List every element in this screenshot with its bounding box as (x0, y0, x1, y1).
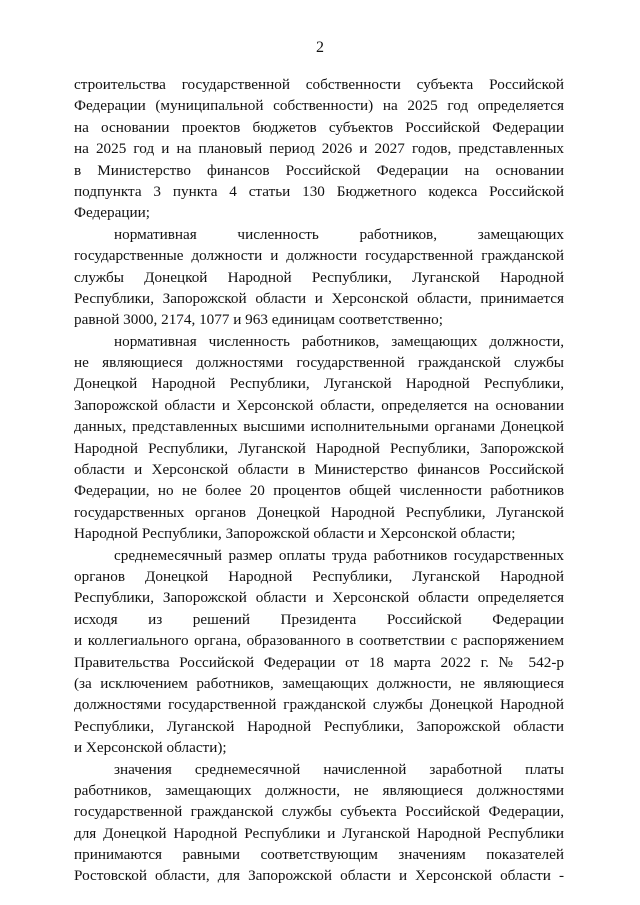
paragraph (74, 331, 564, 545)
text-line: подпункта 3 пункта 4 статьи 130 Бюджетного кодекса Российской (74, 182, 564, 200)
text-line: (за исключением работников, замещающих должности, не являющиеся (74, 674, 564, 692)
paragraph (74, 74, 564, 224)
text-line: для Донецкой Народной Республики и Луганской Народной Республики (74, 824, 564, 842)
text-line: государственных органов Донецкой Народной Республики, Луганской (74, 503, 564, 521)
text-line: Правительства Российской Федерации от 18 марта 2022 г. № 542-р (74, 653, 564, 671)
text-line: Донецкой Народной Республики, Луганской Народной Республики, (74, 375, 564, 393)
page-number: 2 (316, 39, 324, 56)
text-line: службы Донецкой Народной Республики, Луганской Народной (74, 268, 564, 286)
paragraph (74, 759, 564, 887)
text-line: Федерации (муниципальной собственности) на 2025 год определяется (74, 97, 564, 115)
text-line: Республики, Луганской Народной Республики, Запорожской области (74, 717, 564, 735)
document-body (74, 74, 564, 887)
text-line: Федерации; (74, 204, 150, 222)
text-line: данных, представленных высшими исполнительными органами Донецкой (74, 418, 564, 436)
text-line: Республики, Запорожской области и Херсонской области, принимается (74, 289, 564, 307)
text-line: строительства государственной собственности субъекта Российской (74, 76, 564, 93)
text-line: Народной Республики, Запорожской области и Херсонской области; (74, 525, 516, 543)
text-line: и Херсонской области); (74, 739, 227, 757)
text-line: и коллегиального органа, образованного в соответствии с распоряжением (74, 632, 564, 650)
text-line: среднемесячный размер оплаты труда работников государственных (114, 546, 564, 564)
text-line: государственной гражданской службы субъекта Российской Федерации, (74, 803, 564, 821)
text-line: значения среднемесячной начисленной заработной платы (114, 760, 564, 778)
text-line: принимаются равными соответствующим значениям показателей (74, 846, 564, 864)
text-line: работников, замещающих должности, не являющиеся должностями (74, 781, 564, 799)
text-line: не являющиеся должностями государственной гражданской службы (74, 354, 564, 372)
text-line: исходя из решений Президента Российской Федерации (74, 610, 564, 628)
text-line: Запорожской области и Херсонской области, определяется на основании (74, 396, 564, 414)
text-line: должностями государственной гражданской службы Донецкой Народной (74, 696, 564, 714)
text-line: органов Донецкой Народной Республики, Луганской Народной (74, 567, 564, 585)
text-line: Федерации, но не более 20 процентов общей численности работников (74, 482, 564, 500)
text-line: области и Херсонской области в Министерство финансов Российской (74, 461, 564, 479)
paragraph (74, 224, 564, 331)
paragraph (74, 545, 564, 759)
text-line: равной 3000, 2174, 1077 и 963 единицам соответственно; (74, 311, 443, 329)
text-line: государственные должности и должности государственной гражданской (74, 247, 564, 265)
text-line: в Министерство финансов Российской Федерации на основании (74, 161, 564, 179)
text-line: Народной Республики, Луганской Народной Республики, Запорожской (74, 439, 564, 457)
text-line: нормативная численность работников, замещающих (114, 225, 564, 243)
text-line: Ростовской области, для Запорожской области и Херсонской области - (74, 867, 564, 885)
text-line: на 2025 год и на плановый период 2026 и 2027 годов, представленных (74, 140, 564, 158)
text-line: Республики, Запорожской области и Херсонской области определяется (74, 589, 564, 607)
text-line: на основании проектов бюджетов субъектов Российской Федерации (74, 118, 564, 136)
text-line: нормативная численность работников, замещающих должности, (114, 332, 564, 350)
